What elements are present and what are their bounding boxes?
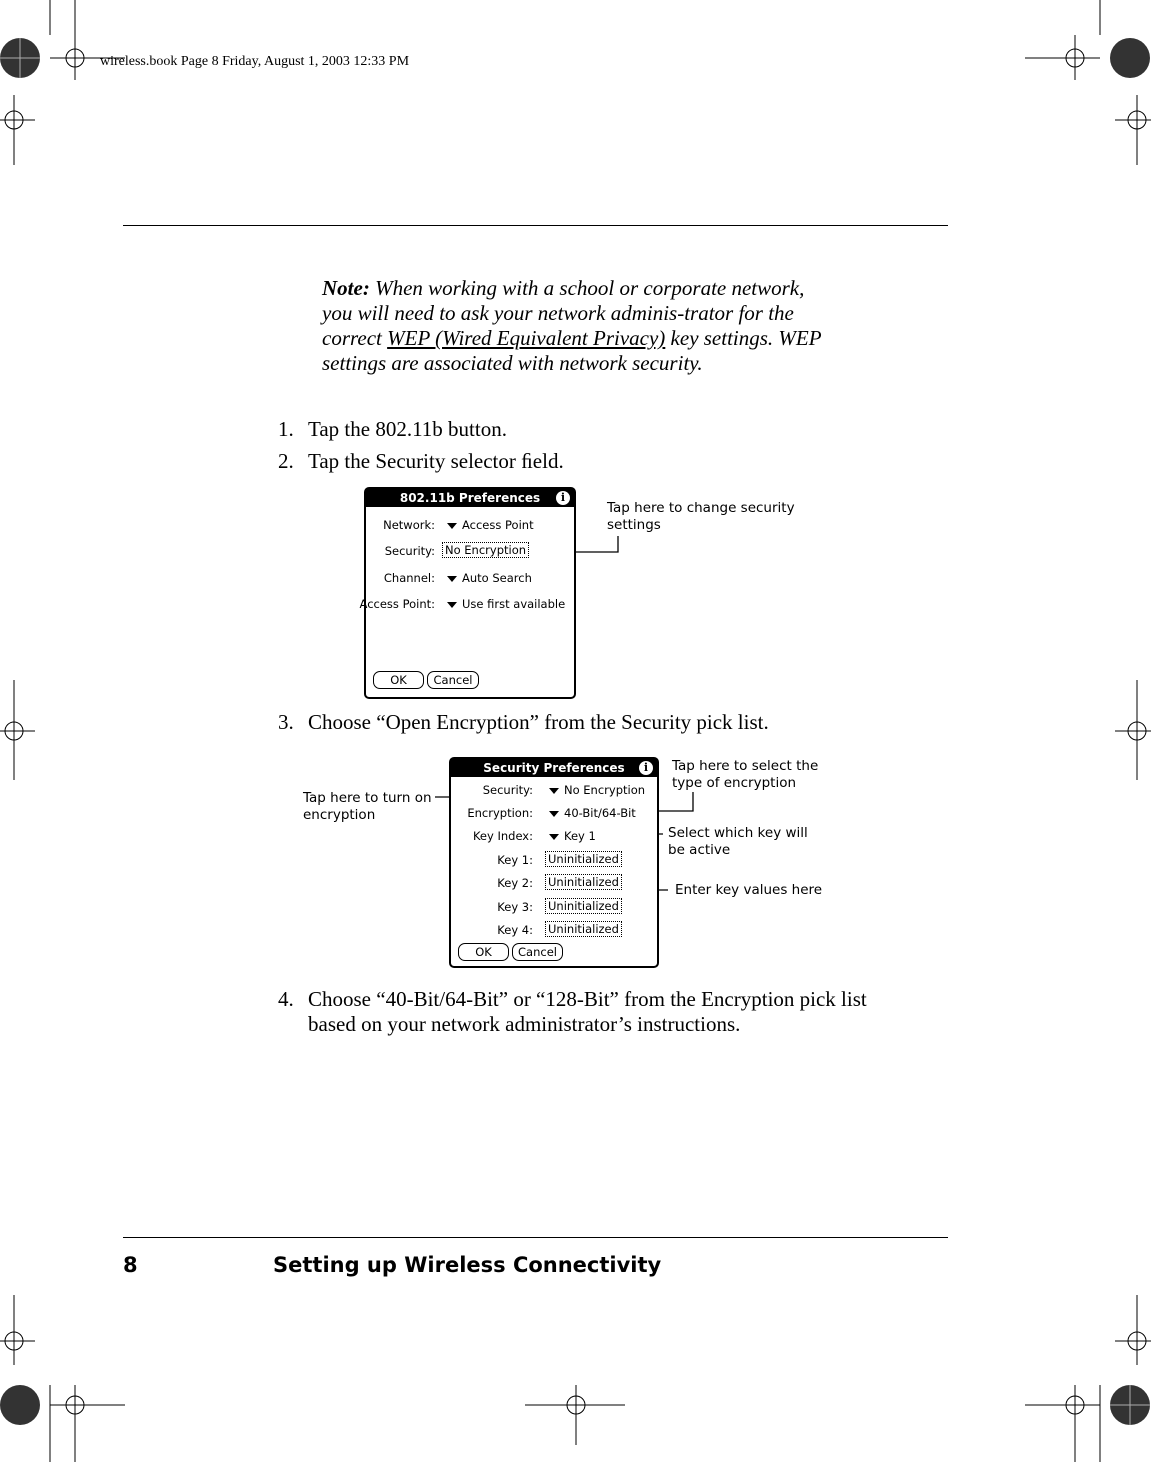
channel-label: Channel: [383,571,435,585]
running-header: wireless.book Page 8 Friday, August 1, 2003 12:33 PM [100,54,410,69]
note-text: key settings. WEP settings are associated with network security. [322,326,822,375]
chapter-title: Setting up Wireless Connectivity [273,1253,662,1277]
note-text: When working with a school or corporate network, you will need to ask your network adminis-trator for the correct [322,276,805,350]
callout-select-type: Tap here to select the type of encryption [672,758,819,791]
security-label: Security: [384,544,435,558]
header-rule [123,225,948,226]
registration-mark-icon [0,1295,35,1365]
key-4-field[interactable]: Uninitialized [545,922,622,936]
security-picker[interactable]: No Encryption [549,783,645,797]
info-icon[interactable]: i [639,761,653,775]
key-4-label: Key 4: [497,923,533,937]
step-text: Tap the 802.11b button. [308,417,507,441]
cancel-button[interactable]: Cancel [512,943,563,961]
security-selector[interactable]: No Encryption [442,543,529,557]
encryption-label: Encryption: [467,806,533,820]
step-text: Choose “40-Bit/64-Bit” or “128-Bit” from the Encryption pick list based on your network administrator’s instructions. [308,987,867,1036]
step-number: 1. [278,417,294,441]
access-point-picker[interactable]: Use first available [447,597,565,611]
cancel-button[interactable]: Cancel [427,671,479,689]
footer-rule [123,1237,948,1238]
key-index-picker[interactable]: Key 1 [549,829,596,843]
key-1-field[interactable]: Uninitialized [545,852,622,866]
registration-mark-icon [50,1385,125,1462]
screen-title: 802.11b Preferences [366,489,574,507]
callout-enter-keys: Enter key values here [675,882,823,898]
key-1-label: Key 1: [497,853,533,867]
registration-mark-icon [1025,1385,1100,1462]
key-index-label: Key Index: [472,829,533,843]
security-label: Security: [482,783,533,797]
step-number: 4. [278,987,294,1011]
registration-mark-icon [525,1385,625,1445]
network-picker[interactable]: Access Point [447,518,534,532]
key-3-field[interactable]: Uninitialized [545,899,622,913]
registration-mark-icon [1115,1295,1151,1365]
note-label: Note: [322,276,370,300]
wep-glossary-link[interactable]: WEP (Wired Equivalent Privacy) [387,326,666,350]
screen-title: Security Preferences [451,759,657,777]
key-2-label: Key 2: [497,876,533,890]
dropdown-arrow-icon [447,523,457,529]
info-icon[interactable]: i [556,491,570,505]
step-number: 2. [278,449,294,473]
dropdown-arrow-icon [549,788,559,794]
step-text: Tap the Security selector ﬁeld. [308,449,564,473]
ok-button[interactable]: OK [373,671,424,689]
access-point-label: Access Point: [359,597,435,611]
channel-picker[interactable]: Auto Search [447,571,532,585]
callout-change-security: Tap here to change security settings [607,500,795,533]
ok-button[interactable]: OK [458,943,509,961]
step-number: 3. [278,710,294,734]
registration-mark-icon [1115,95,1151,165]
dropdown-arrow-icon [447,602,457,608]
step-text: Choose “Open Encryption” from the Security pick list. [308,710,769,734]
preferences-screen [359,487,576,699]
registration-mark-icon [0,95,35,165]
registration-mark-icon [1025,35,1100,80]
dropdown-arrow-icon [549,834,559,840]
dropdown-arrow-icon [447,576,457,582]
security-preferences-screen [449,757,659,968]
key-3-label: Key 3: [497,900,533,914]
registration-mark-icon [0,680,35,780]
network-label: Network: [383,518,435,532]
encryption-picker[interactable]: 40-Bit/64-Bit [549,806,636,820]
callout-select-key: Select which key will be active [668,825,808,858]
note-block [322,276,822,376]
key-2-field[interactable]: Uninitialized [545,875,622,889]
page-number: 8 [123,1253,138,1277]
dropdown-arrow-icon [549,811,559,817]
callout-turn-on-encryption: Tap here to turn on encryption [303,790,432,823]
registration-mark-icon [1115,680,1151,780]
